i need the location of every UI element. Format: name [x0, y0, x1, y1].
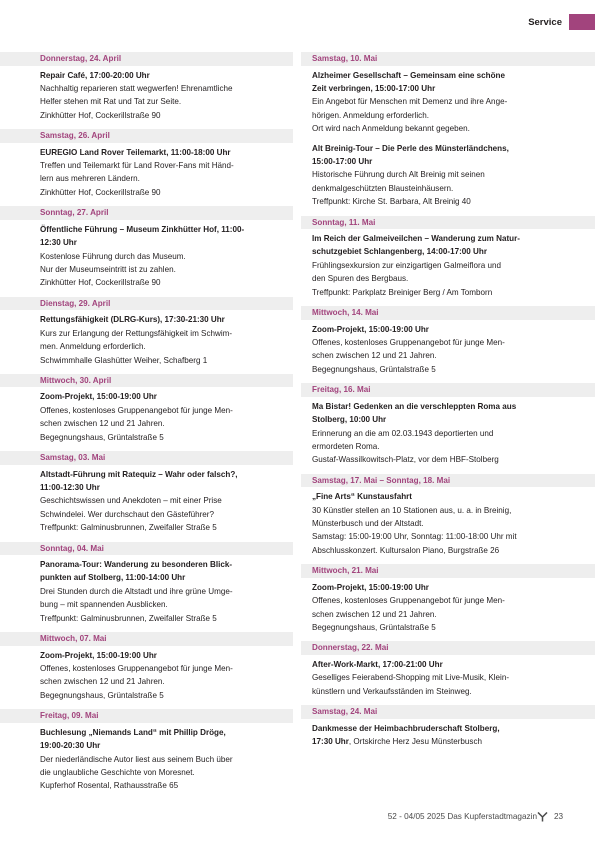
event-title: Repair Café, 17:00-20:00 Uhr	[40, 70, 150, 80]
event-description-line: Frühlingsexkursion zur einzigartigen Galmeiflora und	[312, 260, 501, 270]
event-description-line: Kostenlose Führung durch das Museum.	[40, 251, 186, 261]
event-description-line: Zinkhütter Hof, Cockerillstraße 90	[40, 187, 161, 197]
events-column-right	[301, 52, 595, 748]
event-date-banner: Mittwoch, 30. April	[0, 374, 293, 388]
event-details	[301, 490, 595, 557]
event-date-banner: Samstag, 10. Mai	[301, 52, 595, 66]
event-description-line: Erinnerung an die am 02.03.1943 deportierten und	[312, 428, 494, 438]
event-description-line: bung – mit spannenden Ausblicken.	[40, 600, 168, 610]
event-title-line: 15:00-17:00 Uhr	[312, 156, 373, 166]
event-description-line: schen zwischen 12 und 21 Jahren.	[40, 677, 165, 687]
event-entry	[0, 451, 293, 535]
event-description-line: künstlern und Verkaufsständen im Steinweg.	[312, 686, 472, 696]
event-title-line: After-Work-Markt, 17:00-21:00 Uhr	[312, 659, 443, 669]
event-title-line: Stolberg, 10:00 Uhr	[312, 415, 387, 425]
event-title: Rettungsfähigkeit (DLRG-Kurs), 17:30-21:30 Uhr	[40, 315, 225, 325]
event-title-line: 19:00-20:30 Uhr	[40, 741, 101, 751]
event-entry	[301, 705, 595, 748]
event-date-banner: Samstag, 17. Mai – Sonntag, 18. Mai	[301, 474, 595, 488]
page-number: 23	[554, 812, 564, 821]
footer-magazine-info: 52 - 04/05 2025 Das Kupferstadtmagazin	[387, 812, 537, 821]
event-description-line: Begegnungshaus, Grüntalstraße 5	[40, 432, 164, 442]
event-description-line: Treffpunkt: Parkplatz Breiniger Berg / Am Tomborn	[312, 287, 493, 297]
event-details	[301, 581, 595, 635]
event-description-line: Der niederländische Autor liest aus seinem Buch über	[40, 754, 233, 764]
event-entry	[0, 206, 293, 290]
event-description-line: Drei Stunden durch die Altstadt und ihre grüne Umge-	[40, 586, 233, 596]
event-description-line: schen zwischen 12 und 21 Jahren.	[312, 351, 437, 361]
event-title-line: Altstadt-Führung mit Ratequiz – Wahr oder falsch?,	[40, 469, 238, 479]
event-description-line: Offenes, kostenloses Gruppenangebot für junge Men-	[40, 405, 233, 415]
event-title-line: Alt Breinig-Tour – Die Perle des Münsterländchens,	[312, 143, 509, 153]
event-details	[0, 69, 293, 123]
event-description-line: Kurs zur Erlangung der Rettungsfähigkeit im Schwim-	[40, 328, 233, 338]
event-description-line: Abschlusskonzert. Kultursalon Piano, Burgstraße 26	[312, 545, 500, 555]
event-description-line: lern aus mehreren Ländern.	[40, 174, 140, 184]
event-title-line: Alzheimer Gesellschaft – Gemeinsam eine schöne	[312, 70, 505, 80]
event-details	[301, 722, 595, 749]
event-description-line: Ort wird nach Anmeldung bekannt gegeben.	[312, 124, 470, 134]
event-entry	[0, 52, 293, 122]
event-description-line: Schwimmhalle Glashütter Weiher, Schafberg 1	[40, 355, 208, 365]
event-entry	[301, 216, 595, 300]
event-details	[301, 658, 595, 698]
event-description-line: die unglaubliche Geschichte von Moresnet.	[40, 767, 195, 777]
event-time-location-line	[312, 735, 583, 748]
event-description-line: Nur der Museumseintritt ist zu zahlen.	[40, 264, 176, 274]
event-entry	[301, 306, 595, 376]
event-description-line: Gustaf-Wassilkowitsch-Platz, vor dem HBF-Stolberg	[312, 455, 499, 465]
event-details	[301, 69, 595, 136]
event-details	[301, 400, 595, 467]
event-description-line: schen zwischen 12 und 21 Jahren.	[312, 609, 437, 619]
event-title-line: Im Reich der Galmeiveilchen – Wanderung zum Natur-	[312, 234, 520, 244]
event-description-line: Schwindelei. Wer durchschaut den Gästeführer?	[40, 509, 214, 519]
event-date-banner: Donnerstag, 22. Mai	[301, 641, 595, 655]
event-title-line: Zoom-Projekt, 15:00-19:00 Uhr	[312, 324, 429, 334]
events-column-left	[0, 52, 293, 793]
event-date-banner: Mittwoch, 14. Mai	[301, 306, 595, 320]
event-title-line: Ma Bistar! Gedenken an die verschleppten Roma aus	[312, 401, 517, 411]
event-title: Zoom-Projekt, 15:00-19:00 Uhr	[40, 392, 157, 402]
event-details	[0, 468, 293, 535]
event-description-line: Offenes, kostenloses Gruppenangebot für junge Men-	[312, 596, 505, 606]
event-description-line: Offenes, kostenloses Gruppenangebot für junge Men-	[312, 338, 505, 347]
event-description-line: Treffpunkt: Kirche St. Barbara, Alt Breinig 40	[312, 197, 471, 207]
event-date-banner: Sonntag, 04. Mai	[0, 542, 293, 556]
y-logo-icon	[537, 812, 548, 822]
event-description-line: Historische Führung durch Alt Breinig mit seinen	[312, 170, 485, 180]
event-date-banner: Mittwoch, 21. Mai	[301, 564, 595, 578]
event-title-line: Zoom-Projekt, 15:00-19:00 Uhr	[312, 582, 429, 592]
event-entry	[0, 129, 293, 199]
event-entry	[0, 374, 293, 444]
event-date-banner: Samstag, 26. April	[0, 129, 293, 143]
event-date-banner: Freitag, 09. Mai	[0, 709, 293, 723]
event-description-line: Begegnungshaus, Grüntalstraße 5	[312, 364, 436, 374]
event-details	[0, 558, 293, 625]
event-details	[0, 390, 293, 444]
event-date-banner: Samstag, 03. Mai	[0, 451, 293, 465]
event-description-line: Kupferhof Rosental, Rathausstraße 65	[40, 781, 179, 791]
event-entry	[0, 542, 293, 626]
event-entry	[301, 474, 595, 558]
event-details	[0, 726, 293, 793]
event-description-line: Treffen und Teilemarkt für Land Rover-Fans mit Händ-	[40, 161, 234, 171]
event-description-line: men. Anmeldung erforderlich.	[40, 342, 146, 352]
event-title-line: schutzgebiet Schlangenberg, 14:00-17:00 Uhr	[312, 247, 487, 257]
event-entry	[301, 383, 595, 467]
event-details	[0, 146, 293, 200]
event-details	[301, 323, 595, 377]
event-title-line: 11:00-12:30 Uhr	[40, 482, 100, 492]
event-title-line: Öffentliche Führung – Museum Zinkhütter Hof, 11:00-	[40, 224, 245, 234]
event-title-line: Buchlesung „Niemands Land“ mit Phillip Dröge,	[40, 727, 226, 737]
event-description-line: Helfer stehen mit Rat und Tat zur Seite.	[40, 97, 182, 107]
event-description-line: Geselliges Feierabend-Shopping mit Live-Musik, Klein-	[312, 673, 510, 683]
event-date-banner: Freitag, 16. Mai	[301, 383, 595, 397]
event-entry	[0, 709, 293, 793]
event-date-banner: Donnerstag, 24. April	[0, 52, 293, 66]
event-entry	[0, 632, 293, 702]
event-date-banner: Samstag, 24. Mai	[301, 705, 595, 719]
event-details	[0, 313, 293, 367]
event-description-line: Münsterbusch und der Altstadt.	[312, 519, 424, 529]
event-description-line: 30 Künstler stellen an 10 Stationen aus, u. a. in Breinig,	[312, 505, 512, 515]
event-title-line: punkten auf Stolberg, 11:00-14:00 Uhr	[40, 573, 186, 583]
event-description-line: Nachhaltig reparieren statt wegwerfen! Ehrenamtliche	[40, 83, 233, 93]
event-description-line: Treffpunkt: Galminusbrunnen, Zweifaller Straße 5	[40, 613, 217, 623]
event-description-line: Begegnungshaus, Grüntalstraße 5	[40, 690, 164, 700]
event-description-line: denkmalgeschützten Blausteinhäusern.	[312, 183, 454, 193]
section-header	[528, 14, 595, 30]
event-entry	[301, 564, 595, 634]
event-title: EUREGIO Land Rover Teilemarkt, 11:00-18:00 Uhr	[40, 147, 231, 157]
event-description-line: den Spuren des Bergbaus.	[312, 274, 409, 284]
event-description-line: Ein Angebot für Menschen mit Demenz und ihre Ange-	[312, 97, 508, 107]
event-title-line: Zeit verbringen, 15:00-17:00 Uhr	[312, 83, 436, 93]
event-entry	[301, 641, 595, 698]
event-date-banner: Sonntag, 11. Mai	[301, 216, 595, 230]
event-description-line: Geschichtswissen und Anekdoten – mit einer Prise	[40, 496, 222, 506]
event-description-line: Zinkhütter Hof, Cockerillstraße 90	[40, 278, 161, 288]
event-description-line: Zinkhütter Hof, Cockerillstraße 90	[40, 110, 161, 120]
event-details	[301, 142, 595, 209]
event-details	[0, 649, 293, 703]
event-details	[301, 232, 595, 299]
event-details	[0, 223, 293, 290]
event-time: 17:30 Uhr	[312, 737, 349, 747]
event-title-line: Dankmesse der Heimbachbruderschaft Stolberg,	[312, 723, 500, 733]
event-title: Zoom-Projekt, 15:00-19:00 Uhr	[40, 650, 157, 660]
event-description-line: Offenes, kostenloses Gruppenangebot für junge Men-	[40, 664, 233, 673]
event-date-banner: Sonntag, 27. April	[0, 206, 293, 220]
event-date-banner: Mittwoch, 07. Mai	[0, 632, 293, 646]
event-title-line: Panorama-Tour: Wanderung zu besonderen Blick-	[40, 560, 233, 570]
event-title-line: „Fine Arts“ Kunstausfahrt	[312, 492, 412, 502]
event-date-banner: Dienstag, 29. April	[0, 297, 293, 311]
section-label: Service	[528, 16, 562, 28]
event-description-line: ermordeten Roma.	[312, 441, 380, 451]
event-description-line: Begegnungshaus, Grüntalstraße 5	[312, 623, 436, 632]
event-title-line: 12:30 Uhr	[40, 238, 77, 248]
event-description-line: Treffpunkt: Galminusbrunnen, Zweifaller Straße 5	[40, 523, 217, 533]
event-entry	[301, 52, 595, 209]
event-description-line: Samstag: 15:00-19:00 Uhr, Sonntag: 11:00-18:00 Uhr mit	[312, 532, 517, 542]
event-entry	[0, 297, 293, 367]
event-description-line: schen zwischen 12 und 21 Jahren.	[40, 419, 165, 429]
page-footer	[0, 810, 595, 824]
event-location: , Ortskirche Herz Jesu Münsterbusch	[348, 737, 483, 747]
accent-bar	[569, 14, 595, 30]
event-description-line: hörigen. Anmeldung erforderlich.	[312, 110, 429, 120]
